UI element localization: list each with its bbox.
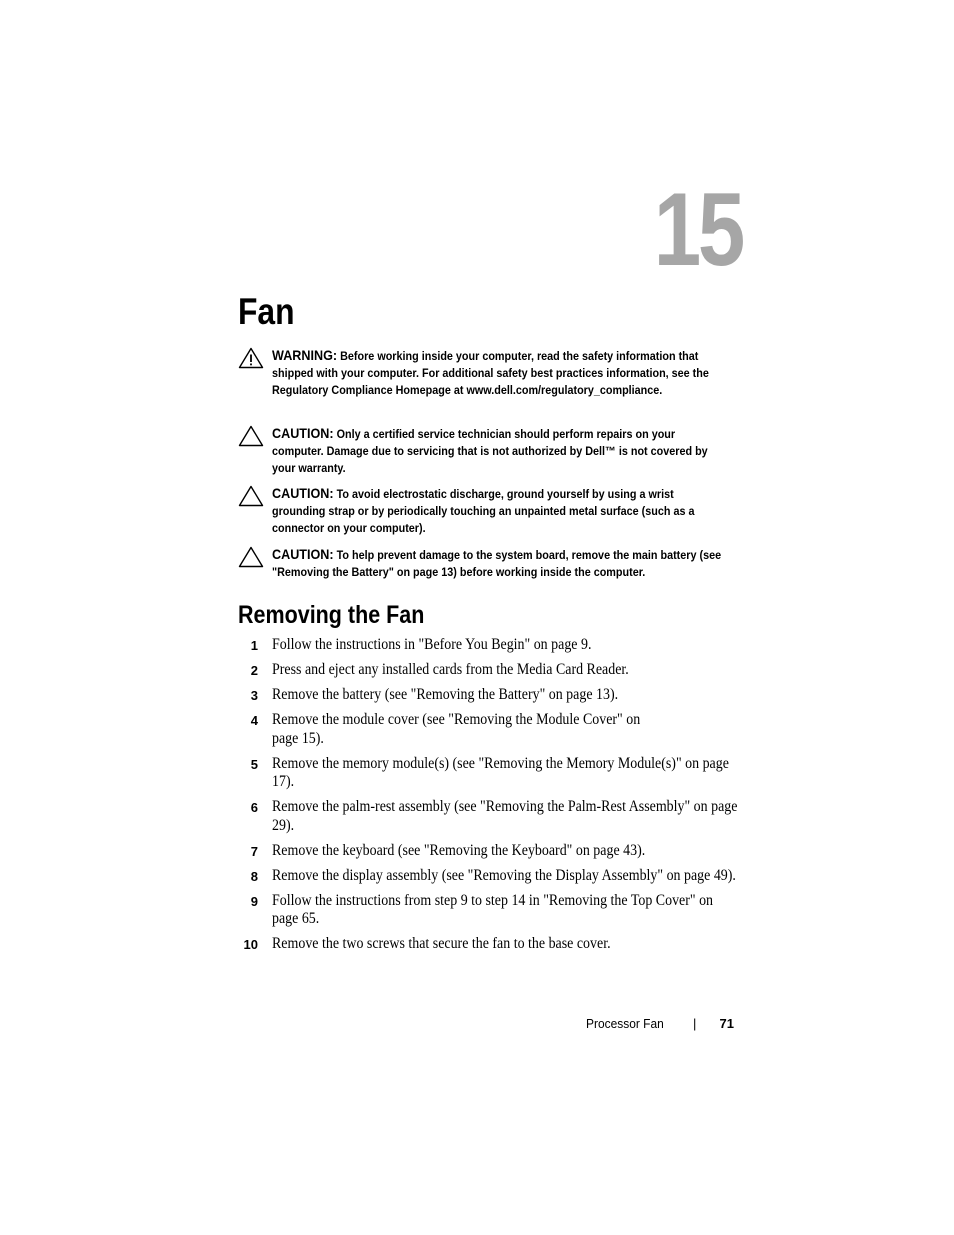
step-item: [238, 686, 738, 705]
section-title: Removing the Fan: [238, 601, 425, 629]
step-item: [238, 711, 738, 748]
step-item: [238, 842, 738, 861]
notice-label: WARNING:: [272, 347, 338, 363]
step-text: Remove the keyboard (see "Removing the Keyboard" on page 43).: [272, 841, 646, 859]
footer-section-name: Processor Fan: [586, 1016, 664, 1031]
caution-triangle-icon: [238, 485, 264, 507]
step-text: Remove the palm-rest assembly (see "Removing the Palm-Rest Assembly" on page 29).: [272, 798, 738, 834]
step-number: 2: [250, 663, 258, 678]
notice-text: Only a certified service technician should perform repairs on your computer. Damage due to servicing that is not authorized by Dell™ is not covered by your warranty.: [272, 427, 708, 475]
step-number: 7: [250, 843, 258, 859]
step-text: Remove the two screws that secure the fan to the base cover.: [272, 935, 611, 952]
caution-notice: [238, 546, 738, 581]
step-text: Follow the instructions from step 9 to step 14 in "Removing the Top Cover" on page 65.: [272, 891, 714, 927]
step-item: [238, 661, 738, 680]
notice-label: CAUTION:: [272, 425, 334, 441]
step-number: 3: [250, 688, 258, 703]
step-text: Remove the display assembly (see "Removing the Display Assembly" on page 49).: [272, 866, 736, 884]
step-item: [238, 636, 738, 655]
step-text: Remove the memory module(s) (see "Removing the Memory Module(s)" on page 17).: [272, 754, 729, 790]
step-number: 5: [250, 756, 258, 772]
step-item: [238, 867, 738, 886]
warning-triangle-icon: [238, 347, 264, 369]
chapter-title: Fan: [238, 291, 295, 332]
step-number: 8: [250, 868, 258, 884]
step-number: 6: [250, 800, 258, 815]
notice-label: CAUTION:: [272, 485, 334, 501]
step-number: 9: [250, 893, 258, 909]
step-text: Follow the instructions in "Before You Begin" on page 9.: [272, 636, 592, 653]
notice-text: Before working inside your computer, read the safety information that shipped with your computer. For additional safety best practices information, see the Regulatory Compliance Homepage at www.dell.com/regulatory_compliance.: [272, 349, 709, 397]
step-text: Remove the battery (see "Removing the Battery" on page 13).: [272, 686, 619, 703]
notice-label: CAUTION:: [272, 546, 334, 562]
step-text: Remove the module cover (see "Removing the Module Cover" on page 15).: [272, 711, 641, 747]
caution-notice: [238, 485, 738, 537]
notice-text: To avoid electrostatic discharge, ground yourself by using a wrist grounding strap or by periodically touching an unpainted metal surface (such as a connector on your computer).: [272, 487, 695, 535]
warning-notice: [238, 347, 738, 399]
page-number: 71: [719, 1016, 734, 1031]
caution-notice: [238, 425, 738, 477]
step-item: [238, 935, 738, 954]
caution-triangle-icon: [238, 425, 264, 447]
caution-triangle-icon: [238, 546, 264, 568]
steps-list: [238, 636, 738, 954]
step-item: [238, 755, 738, 792]
step-item: [238, 892, 738, 929]
step-number: 10: [243, 937, 258, 952]
step-number: 4: [250, 713, 258, 728]
step-text: Press and eject any installed cards from the Media Card Reader.: [272, 661, 629, 678]
footer-separator: |: [693, 1016, 697, 1031]
step-item: [238, 798, 738, 835]
page-footer: [560, 1015, 735, 1035]
notice-text: To help prevent damage to the system board, remove the main battery (see "Removing the Battery" on page 13) before working inside the computer.: [272, 548, 722, 579]
chapter-number: 15: [653, 172, 742, 288]
step-number: 1: [250, 638, 258, 653]
